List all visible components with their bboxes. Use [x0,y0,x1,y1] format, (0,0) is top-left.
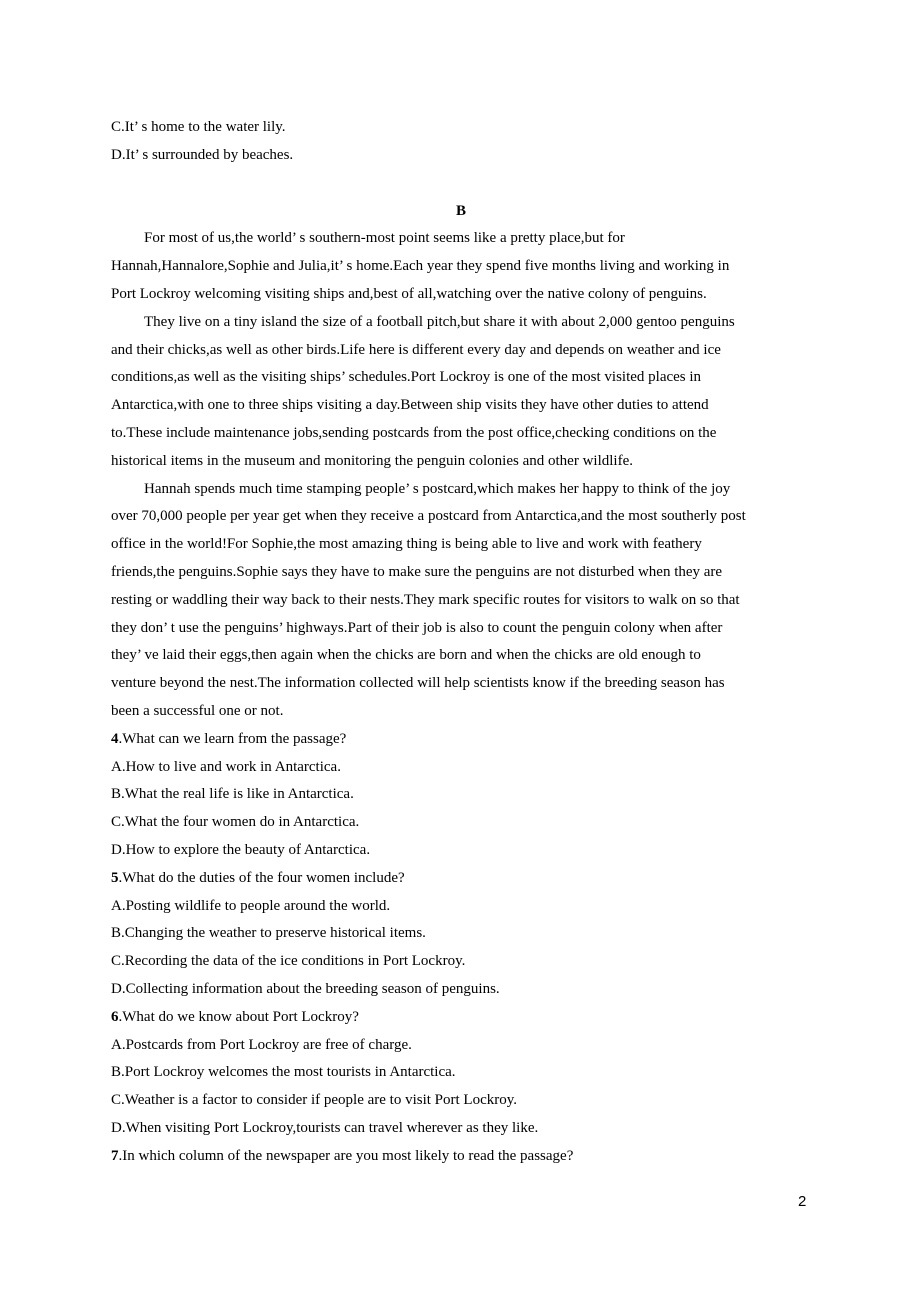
passage-line: historical items in the museum and monitoring the penguin colonies and other wildlife. [111,452,633,469]
answer-option: C.What the four women do in Antarctica. [111,814,360,831]
answer-option: C.Recording the data of the ice conditions in Port Lockroy. [111,953,466,970]
question-text: .What do the duties of the four women include? [118,869,405,886]
answer-option: B.What the real life is like in Antarctica. [111,786,354,803]
passage-line: They live on a tiny island the size of a football pitch,but share it with about 2,000 gentoo penguins [144,313,735,330]
answer-option: D.How to explore the beauty of Antarctica. [111,841,371,858]
answer-option: B.Changing the weather to preserve historical items. [111,925,426,942]
question-text: .What do we know about Port Lockroy? [118,1008,359,1025]
question-number: 7 [111,1147,119,1164]
question-number: 5 [111,869,119,886]
passage-line: For most of us,the world’ s southern-most point seems like a pretty place,but for [144,230,625,247]
question-text: .In which column of the newspaper are you most likely to read the passage? [118,1147,574,1164]
passage-line: to.These include maintenance jobs,sending postcards from the post office,checking conditions on the [111,424,717,441]
answer-option: A.Postcards from Port Lockroy are free of charge. [111,1036,412,1053]
answer-option: B.Port Lockroy welcomes the most tourists in Antarctica. [111,1064,456,1081]
answer-option: D.Collecting information about the breeding season of penguins. [111,980,500,997]
passage-line: Port Lockroy welcoming visiting ships and,best of all,watching over the native colony of penguins. [111,285,707,302]
question-number: 6 [111,1008,119,1025]
passage-line: over 70,000 people per year get when they receive a postcard from Antarctica,and the most southerly post [111,508,746,525]
passage-line: office in the world!For Sophie,the most amazing thing is being able to live and work with feathery [111,536,702,553]
passage-line: Hannah,Hannalore,Sophie and Julia,it’ s home.Each year they spend five months living and working in [111,258,730,275]
passage-paragraph-1 [111,225,811,308]
answer-option: C.Weather is a factor to consider if people are to visit Port Lockroy. [111,1092,518,1109]
passage-line: been a successful one or not. [111,702,284,719]
answer-option: A.How to live and work in Antarctica. [111,758,341,775]
passage-line: they’ ve laid their eggs,then again when the chicks are born and when the chicks are old enough to [111,647,701,664]
question-7 [111,1143,811,1171]
passage-line: and their chicks,as well as other birds.Life here is different every day and depends on weather and ice [111,341,721,358]
question-6 [111,1004,811,1143]
page-number: 2 [798,1193,807,1210]
passage-line: venture beyond the nest.The information collected will help scientists know if the breeding season has [111,675,725,692]
question-4 [111,726,811,865]
question-stem [111,1143,811,1171]
question-stem [111,865,811,893]
option-c: C.It’ s home to the water lily. [111,119,286,135]
passage-line: Antarctica,with one to three ships visiting a day.Between ship visits they have other duties to attend [111,397,709,414]
passage-paragraph-3 [111,476,811,726]
question-number: 4 [111,730,119,747]
question-5 [111,865,811,1004]
passage-line: friends,the penguins.Sophie says they have to make sure the penguins are not disturbed when they are [111,563,723,580]
question-stem [111,1004,811,1032]
document-page [111,114,811,1170]
answer-option: A.Posting wildlife to people around the world. [111,897,391,914]
passage-line: conditions,as well as the visiting ships’ schedules.Port Lockroy is one of the most visited places in [111,369,702,386]
option-d: D.It’ s surrounded by beaches. [111,146,294,163]
passage-paragraph-2 [111,309,811,476]
answer-option: D.When visiting Port Lockroy,tourists can travel wherever as they like. [111,1119,539,1136]
passage-line: resting or waddling their way back to their nests.They mark specific routes for visitors to walk on so that [111,591,740,608]
question-stem [111,726,811,754]
question-text: .What can we learn from the passage? [118,730,347,747]
passage-line: they don’ t use the penguins’ highways.Part of their job is also to count the penguin colony when after [111,619,723,636]
section-title: B [455,202,466,219]
passage-line: Hannah spends much time stamping people’ s postcard,which makes her happy to think of the joy [144,480,731,497]
